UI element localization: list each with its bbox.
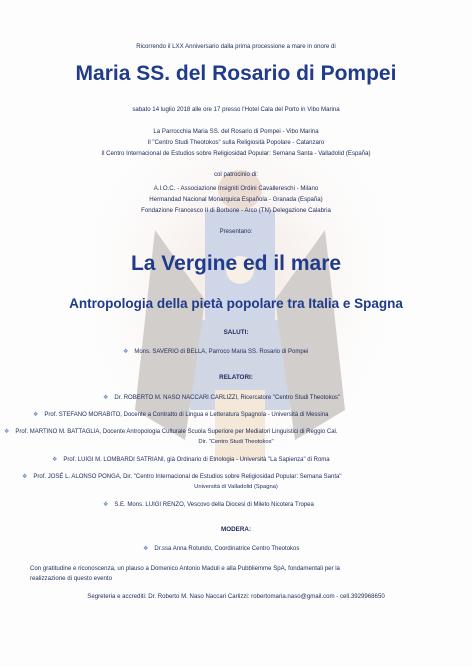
book-subtitle: Antropologia della pietà popolare tra Italia e Spagna xyxy=(69,296,403,311)
main-title: Maria SS. del Rosario di Pompei xyxy=(75,62,397,85)
saluti-item: ❖ Mons. SAVERIO di BELLA, Parroco Maria SS. Rosario di Pompei xyxy=(123,349,309,355)
relatore-item: ❖ Prof. LUIGI M. LOMBARDI SATRIANI, già Ordinario di Etnologia - Università "La Sapienza" di Roma xyxy=(52,457,330,463)
patrocinio-label: col patrocinio di: xyxy=(213,171,259,178)
relatore-item: ❖ S.E. Mons. LUIGI RENZO, Vescovo della Diocesi di Mileto Nicotera Tropea xyxy=(103,502,314,508)
organizer-1: La Parrocchia Maria SS. del Rosario di Pompei - Vibo Marina xyxy=(153,128,319,135)
diamond-bullet-icon: ❖ xyxy=(103,502,109,508)
book-title: La Vergine ed il mare xyxy=(130,252,342,275)
thanks-line-1: Con gratitudine e riconoscenza, un plauso a Domenico Antonio Maduli e alla Pubbliemme SpA, fondamentali per la xyxy=(30,565,340,572)
patron-1: A.I.O.C. - Associazione Insigniti Ordini Cavallereschi - Milano xyxy=(153,185,319,192)
relatore-item: ❖ Prof. JOSÉ L. ALONSO PONGA, Dir. "Centro Internacional de Estudios sobre Religiosidad Popular: Semana Santa" xyxy=(22,474,342,480)
contact-line: Segreteria e accrediti: Dr. Roberto M. Naso Naccari Carlizzi: robertomaria.naso@gmail.com - cell.3929968650 xyxy=(87,593,385,600)
relatore-item: ❖ Dr. ROBERTO M. NASO NACCARI CARLIZZI, Ricercatore "Centro Studi Theotokos" xyxy=(103,395,341,401)
patron-3: Fondazione Francesco II di Borbone - Arco (TN) Delegazione Calabria xyxy=(141,207,331,214)
modera-item: ❖ Dr.ssa Anna Rotundo, Coordinatrice Centro Theotokos xyxy=(143,546,300,552)
diamond-bullet-icon: ❖ xyxy=(52,457,58,463)
saluti-label: SALUTI: xyxy=(223,329,249,336)
diamond-bullet-icon: ❖ xyxy=(22,474,28,480)
patron-2: Hermandad Nacional Monarquica Española - Granada (España) xyxy=(149,196,323,203)
intro-line: Ricorrendo il LXX Anniversario dalla prima processione a mare in onore di xyxy=(136,43,336,50)
event-date: sabato 14 luglio 2018 alle ore 17 presso l'Hotel Cala del Porto in Vibo Marina xyxy=(132,106,340,113)
diamond-bullet-icon: ❖ xyxy=(103,395,109,401)
relatore-continuation: Università di Valladolid (Spagna) xyxy=(194,484,278,490)
relatore-continuation: Dir. "Centro Studi Theotokos" xyxy=(198,439,274,445)
relatore-item: ❖ Prof. MARTINO M. BATTAGLIA, Docente Antropologia Culturale Scuola Superiore per Mediatori Linguistici di Reggio Cal. xyxy=(4,429,338,435)
organizer-2: Il "Centro Studi Theotokos" sulla Religiosità Popolare - Catanzaro xyxy=(147,139,325,146)
relatore-item: ❖ Prof. STEFANO MORABITO, Docente a Contratto di Lingua e Letteratura Spagnola - Università di Messina xyxy=(33,412,329,418)
diamond-bullet-icon: ❖ xyxy=(33,412,39,418)
diamond-bullet-icon: ❖ xyxy=(123,349,129,355)
organizer-3: Il Centro Internacional de Estudios sobre Religiosidad Popular: Semana Santa - Valladolid (España) xyxy=(101,150,371,157)
relatori-label: RELATORI: xyxy=(219,374,253,381)
modera-label: MODERA: xyxy=(220,526,252,533)
diamond-bullet-icon: ❖ xyxy=(143,546,149,552)
presentano-label: Presentano: xyxy=(219,228,253,235)
diamond-bullet-icon: ❖ xyxy=(4,429,10,435)
thanks-line-2: realizzazione di questo evento xyxy=(30,575,112,582)
